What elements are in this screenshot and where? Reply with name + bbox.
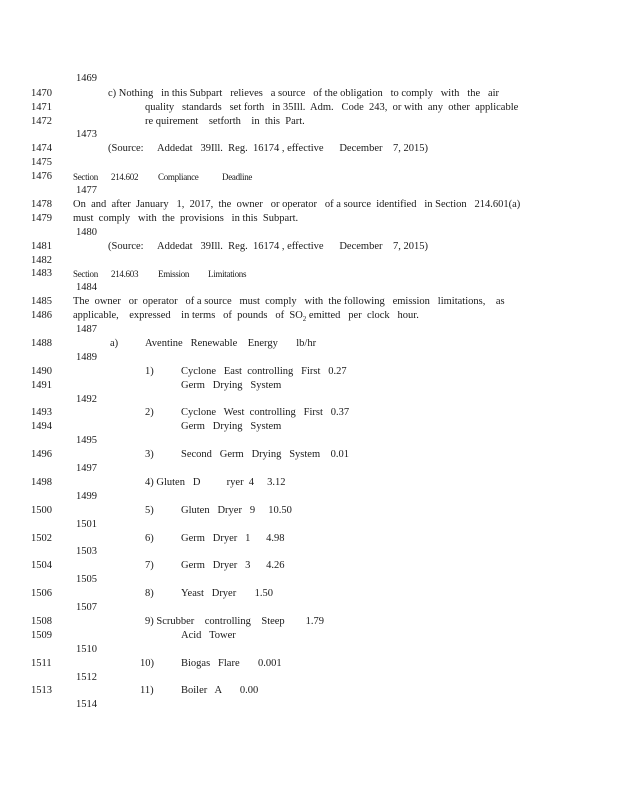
line-number: 1471 (31, 102, 52, 113)
item-number: 3) (145, 449, 154, 460)
item-text: Germ Dryer 1 4.98 (181, 533, 285, 544)
line-number: 1502 (31, 533, 52, 544)
line-number: 1499 (76, 491, 97, 502)
section-label: Section (73, 172, 98, 182)
item-number: 5) (145, 505, 154, 516)
paragraph-text (73, 311, 419, 323)
line-number: 1477 (76, 185, 97, 196)
line-number: 1475 (31, 157, 52, 168)
subsection-c-text: c) Nothing in this Subpart relieves a source of the obligation to comply with the air (108, 88, 500, 99)
section-title: Deadline (222, 172, 253, 182)
line-number: 1494 (31, 421, 52, 432)
source-note-text: Addedat 39Ill. Reg. 16174 , effective December 7, 2015) (157, 241, 428, 252)
item-number: 6) (145, 533, 154, 544)
subscript: 2 (302, 315, 307, 324)
line-number: 1484 (76, 282, 97, 293)
line-number: 1478 (31, 199, 52, 210)
line-number: 1482 (31, 255, 52, 266)
line-number: 1490 (31, 366, 52, 377)
paragraph-text: On and after January 1, 2017, the owner or operator of a source identified in Section 214.601(a) (73, 199, 521, 210)
source-note-label: (Source: (108, 143, 144, 154)
line-number: 1491 (31, 380, 52, 391)
item-text: Germ Drying System (181, 380, 282, 391)
section-number: 214.602 (111, 172, 139, 182)
line-number: 1507 (76, 602, 97, 613)
section-title: Emission (158, 269, 190, 279)
item-text: Gluten Dryer 9 10.50 (181, 505, 292, 516)
item-text: Second Germ Drying System 0.01 (181, 449, 349, 460)
line-number: 1495 (76, 435, 97, 446)
line-number: 1509 (31, 630, 52, 641)
line-number: 1489 (76, 352, 97, 363)
item-number: 2) (145, 407, 154, 418)
line-number: 1492 (76, 394, 97, 405)
line-number: 1474 (31, 143, 52, 154)
line-number: 1506 (31, 588, 52, 599)
paragraph-text: The owner or operator of a source must comply with the following emission limitations, as (73, 296, 505, 307)
source-note-label: (Source: (108, 241, 144, 252)
line-number: 1504 (31, 560, 52, 571)
item-text: Cyclone East controlling First 0.27 (181, 366, 347, 377)
line-number: 1503 (76, 546, 97, 557)
section-title: Limitations (208, 269, 247, 279)
line-number: 1497 (76, 463, 97, 474)
paragraph-text-part: emitted per clock hour. (306, 310, 419, 321)
line-number: 1508 (31, 616, 52, 627)
item-text: Yeast Dryer 1.50 (181, 588, 273, 599)
item-number: 11) (140, 685, 154, 696)
line-number: 1511 (31, 658, 52, 669)
item-text: Biogas Flare 0.001 (181, 658, 282, 669)
line-number: 1479 (31, 213, 52, 224)
item-number: 1) (145, 366, 154, 377)
line-number: 1498 (31, 477, 52, 488)
subsection-c-text: quality standards set forth in 35Ill. Adm. Code 243, or with any other applicable (145, 102, 519, 113)
item-label: a) (110, 338, 119, 349)
line-number: 1469 (76, 73, 97, 84)
section-number: 214.603 (111, 269, 139, 279)
line-number: 1500 (31, 505, 52, 516)
line-number: 1470 (31, 88, 52, 99)
item-text: Germ Dryer 3 4.26 (181, 560, 285, 571)
item-text: 4) Gluten D ryer 4 3.12 (145, 477, 286, 488)
item-text: Boiler A 0.00 (181, 685, 259, 696)
line-number: 1512 (76, 672, 97, 683)
line-number: 1514 (76, 699, 97, 710)
line-number: 1487 (76, 324, 97, 335)
section-title: Compliance (158, 172, 199, 182)
item-number: 10) (140, 658, 154, 669)
paragraph-text-part: applicable, expressed in terms of pounds of SO (73, 310, 303, 321)
line-number: 1488 (31, 338, 52, 349)
subsection-c-text: re quirement setforth in this Part. (145, 116, 305, 127)
line-number: 1510 (76, 644, 97, 655)
line-number: 1485 (31, 296, 52, 307)
item-text: Aventine Renewable Energy lb/hr (145, 338, 317, 349)
section-label: Section (73, 269, 98, 279)
item-number: 8) (145, 588, 154, 599)
item-text: Acid Tower (181, 630, 236, 641)
line-number: 1505 (76, 574, 97, 585)
item-text: Cyclone West controlling First 0.37 (181, 407, 350, 418)
line-number: 1486 (31, 310, 52, 321)
line-number: 1481 (31, 241, 52, 252)
item-text: 9) Scrubber controlling Steep 1.79 (145, 616, 325, 627)
source-note-text: Addedat 39Ill. Reg. 16174 , effective December 7, 2015) (157, 143, 428, 154)
line-number: 1483 (31, 268, 52, 279)
line-number: 1480 (76, 227, 97, 238)
line-number: 1476 (31, 171, 52, 182)
line-number: 1473 (76, 129, 97, 140)
line-number: 1493 (31, 407, 52, 418)
line-number: 1501 (76, 519, 97, 530)
line-number: 1513 (31, 685, 52, 696)
item-text: Germ Drying System (181, 421, 282, 432)
paragraph-text: must comply with the provisions in this Subpart. (73, 213, 299, 224)
line-number: 1496 (31, 449, 52, 460)
item-number: 7) (145, 560, 154, 571)
line-number: 1472 (31, 116, 52, 127)
